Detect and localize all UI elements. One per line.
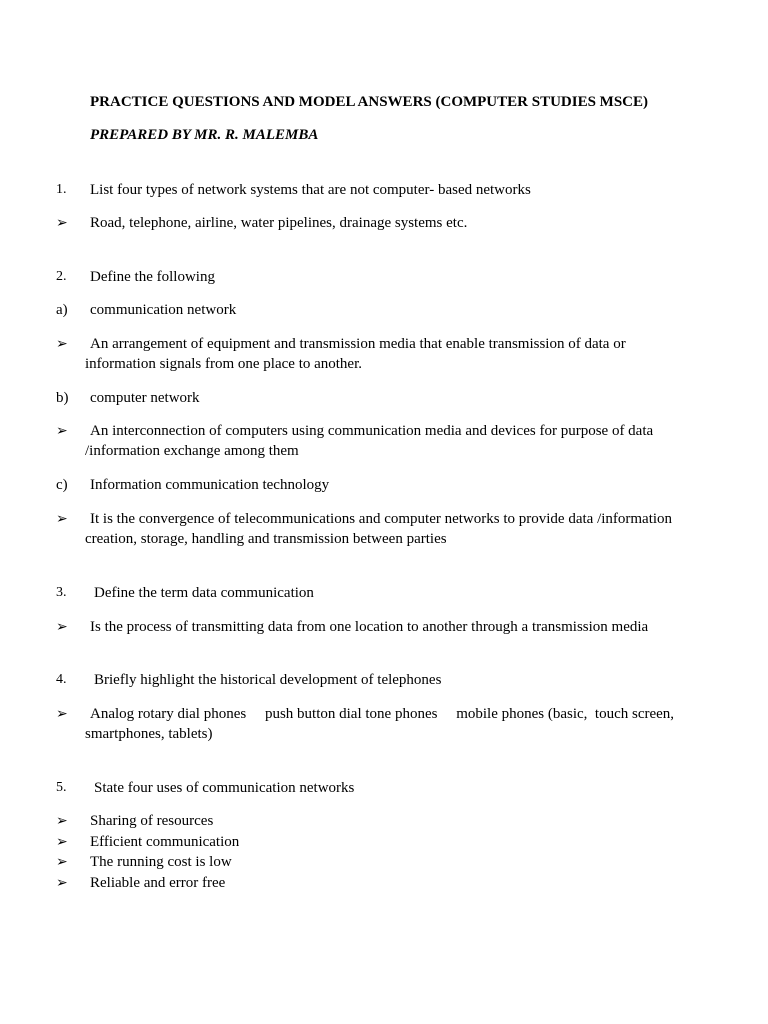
question-number: 2. [56, 269, 67, 284]
question-number: 4. [56, 672, 67, 687]
answer-text: Analog rotary dial phones push button dial tone phones mobile phones (basic, touch screen, smartphones, tablets) [85, 706, 678, 742]
arrow-bullet-icon: ➢ [56, 215, 68, 231]
arrow-bullet-icon: ➢ [56, 834, 68, 850]
answer-text: Is the process of transmitting data from one location to another through a transmission media [90, 619, 649, 635]
answer-text: Reliable and error free [90, 875, 226, 891]
arrow-bullet-icon: ➢ [56, 511, 68, 527]
arrow-bullet-icon: ➢ [56, 813, 68, 829]
question-text: Define the term data communication [94, 585, 314, 601]
answer-text: Sharing of resources [90, 813, 214, 829]
part-text: Information communication technology [90, 477, 330, 493]
arrow-bullet-icon: ➢ [56, 619, 68, 635]
arrow-bullet-icon: ➢ [56, 875, 68, 891]
part-text: communication network [90, 302, 237, 318]
answer-text: It is the convergence of telecommunications and computer networks to provide data /information creation, storage, handling and transmission between parties [85, 511, 673, 547]
answer-text: Efficient communication [90, 834, 240, 850]
document-title: PRACTICE QUESTIONS AND MODEL ANSWERS (COMPUTER STUDIES MSCE) [90, 94, 649, 110]
question-text: Briefly highlight the historical development of telephones [94, 672, 442, 688]
question-number: 3. [56, 585, 67, 600]
document-author: PREPARED BY MR. R. MALEMBA [90, 127, 319, 143]
question-number: 5. [56, 780, 67, 795]
question-text: Define the following [90, 269, 215, 285]
arrow-bullet-icon: ➢ [56, 706, 68, 722]
answer-text: Road, telephone, airline, water pipelines, drainage systems etc. [90, 215, 468, 231]
arrow-bullet-icon: ➢ [56, 854, 68, 870]
question-text: List four types of network systems that are not computer- based networks [90, 182, 531, 198]
arrow-bullet-icon: ➢ [56, 336, 68, 352]
arrow-bullet-icon: ➢ [56, 423, 68, 439]
answer-text: The running cost is low [90, 854, 232, 870]
part-label: a) [56, 302, 68, 318]
part-text: computer network [90, 390, 200, 406]
answer-text: An interconnection of computers using communication media and devices for purpose of data /information exchange among them [85, 423, 654, 459]
answer-text: An arrangement of equipment and transmission media that enable transmission of data or information signals from one place to another. [85, 336, 626, 372]
part-label: b) [56, 390, 69, 406]
question-text: State four uses of communication networks [94, 780, 355, 796]
question-number: 1. [56, 182, 67, 197]
part-label: c) [56, 477, 68, 493]
